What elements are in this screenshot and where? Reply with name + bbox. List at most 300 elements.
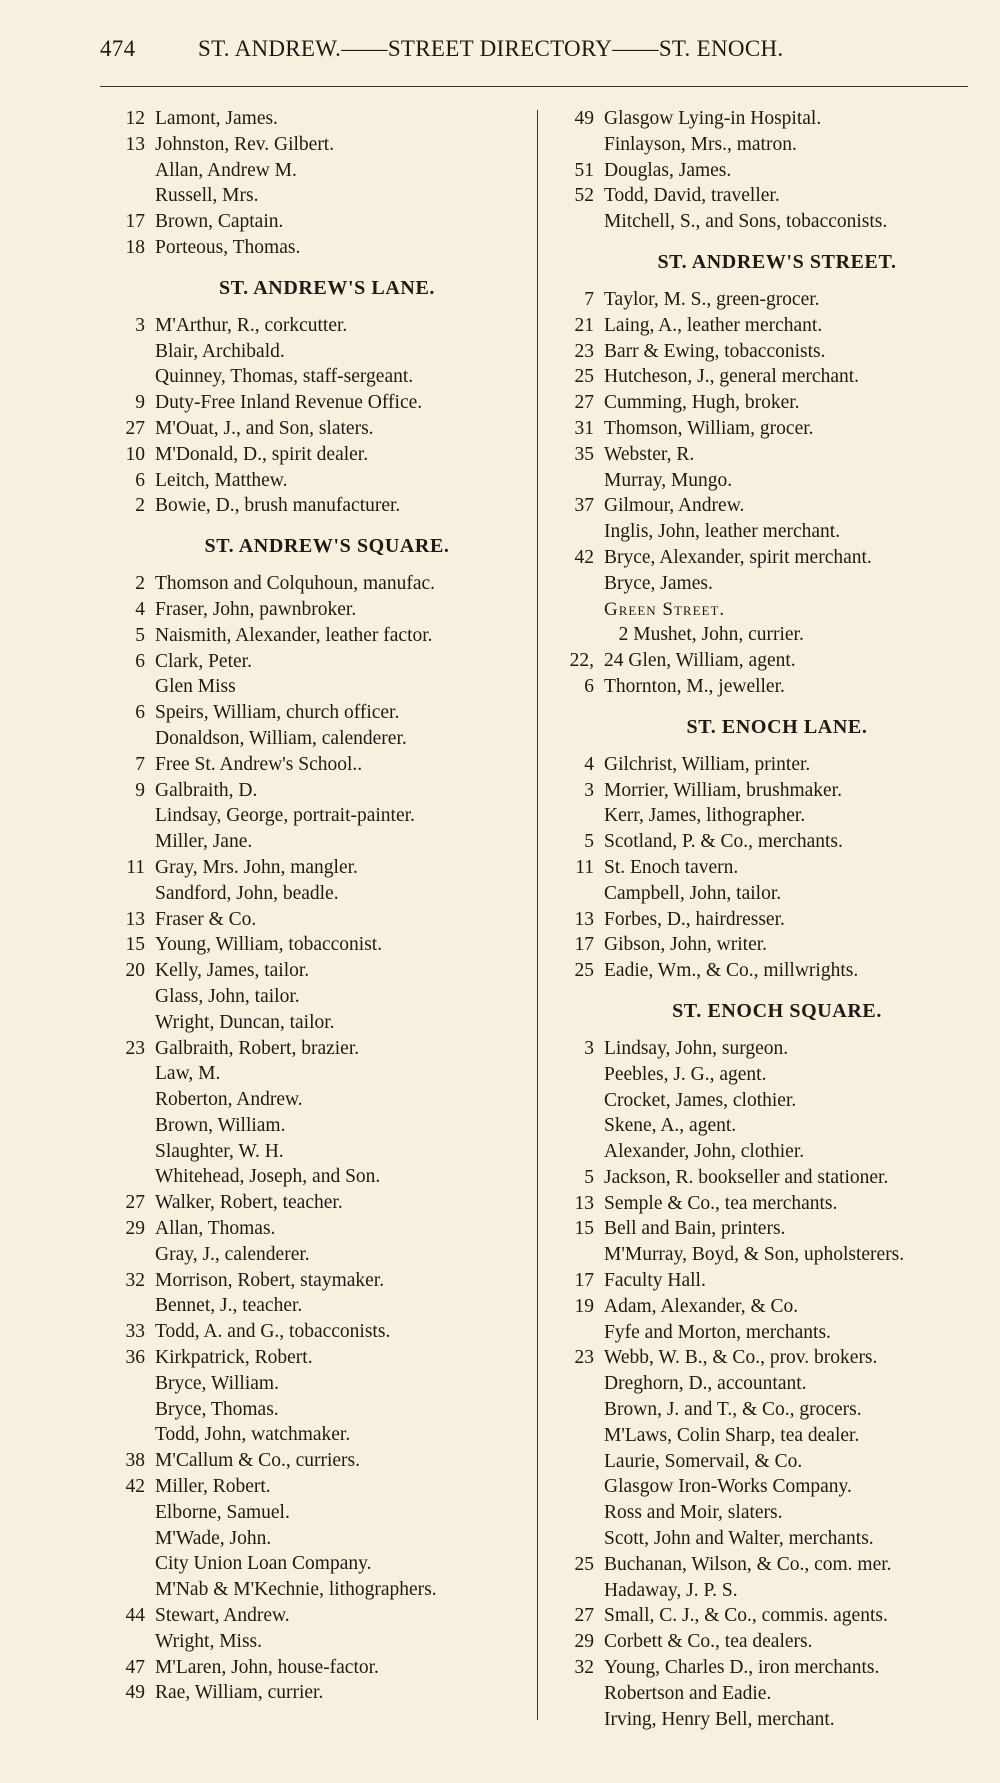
- section-heading: ST. ANDREW'S SQUARE.: [204, 535, 450, 558]
- entry-text: Faculty Hall.: [604, 1270, 706, 1292]
- entry-text: Allan, Thomas.: [155, 1218, 276, 1240]
- entry-text: Bennet, J., teacher.: [155, 1295, 303, 1317]
- directory-entry: [108, 623, 526, 649]
- directory-entry: [557, 1552, 977, 1578]
- house-number: [108, 1010, 155, 1036]
- entry-text: Gray, Mrs. John, mangler.: [155, 856, 358, 878]
- house-number: [108, 984, 155, 1010]
- entry-text: Kerr, James, lithographer.: [604, 805, 806, 827]
- house-number: 15: [125, 934, 145, 956]
- house-number: 37: [574, 495, 594, 517]
- directory-entry: [108, 158, 526, 184]
- entry-text: Gibson, John, writer.: [604, 934, 768, 956]
- directory-entry: [557, 1088, 977, 1114]
- header-rule: [100, 86, 968, 87]
- entry-text: M'Callum & Co., curriers.: [155, 1450, 360, 1472]
- entry-text: Brown, J. and T., & Co., grocers.: [604, 1399, 862, 1421]
- house-number: [557, 1423, 604, 1449]
- directory-entry: [108, 1577, 526, 1603]
- entry-text: Webb, W. B., & Co., prov. brokers.: [604, 1347, 878, 1369]
- entry-text: Free St. Andrew's School..: [155, 753, 363, 775]
- house-number: [108, 1526, 155, 1552]
- entry-text: Bryce, Alexander, spirit merchant.: [604, 546, 872, 568]
- directory-entry: [108, 132, 526, 158]
- directory-entry: [108, 1397, 526, 1423]
- house-number: 52: [574, 185, 594, 207]
- entry-text: Rae, William, currier.: [155, 1682, 324, 1704]
- entry-text: Todd, John, watchmaker.: [155, 1424, 351, 1446]
- entry-text: Gilmour, Andrew.: [604, 495, 745, 517]
- house-number: 5: [584, 831, 594, 853]
- section-heading: ST. ANDREW'S STREET.: [657, 250, 897, 273]
- entry-text: Thornton, M., jeweller.: [604, 675, 785, 697]
- entry-text: Scotland, P. & Co., merchants.: [604, 831, 843, 853]
- entry-text: Naismith, Alexander, leather factor.: [155, 624, 433, 646]
- house-number: 23: [574, 340, 594, 362]
- directory-entry: [557, 468, 977, 494]
- house-number: [108, 881, 155, 907]
- entry-text: Galbraith, D.: [155, 779, 258, 801]
- entry-text: Young, Charles D., iron merchants.: [604, 1657, 880, 1679]
- house-number: [108, 1371, 155, 1397]
- entry-text: Elborne, Samuel.: [155, 1501, 290, 1523]
- directory-entry: [557, 1526, 977, 1552]
- directory-entry: [108, 442, 526, 468]
- entry-text: Glasgow Iron-Works Company.: [604, 1476, 852, 1498]
- directory-entry: [557, 1216, 977, 1242]
- house-number: 12: [125, 108, 145, 129]
- directory-entry: [557, 1345, 977, 1371]
- directory-entry: [108, 674, 526, 700]
- entry-text: Miller, Jane.: [155, 831, 253, 853]
- directory-entry: [557, 1191, 977, 1217]
- entry-text: Crocket, James, clothier.: [604, 1089, 797, 1111]
- house-number: 27: [125, 1192, 145, 1214]
- entry-text: Dreghorn, D., accountant.: [604, 1373, 807, 1395]
- entry-text: Bryce, James.: [604, 572, 713, 594]
- house-number: [557, 1242, 604, 1268]
- entry-text: Galbraith, Robert, brazier.: [155, 1037, 360, 1059]
- entry-text: Corbett & Co., tea dealers.: [604, 1631, 813, 1653]
- directory-entry: [557, 1397, 977, 1423]
- directory-entry: [108, 339, 526, 365]
- entry-text: Morrison, Robert, staymaker.: [155, 1269, 385, 1291]
- entry-text: M'Donald, D., spirit dealer.: [155, 443, 369, 465]
- house-number: [108, 1551, 155, 1577]
- directory-entry: [108, 1319, 526, 1345]
- entry-text: Clark, Peter.: [155, 650, 252, 672]
- street-subheading: [557, 597, 977, 623]
- directory-entry: [108, 1061, 526, 1087]
- entry-text: Bryce, Thomas.: [155, 1398, 279, 1420]
- entry-text: Leitch, Matthew.: [155, 469, 288, 491]
- house-number: 32: [125, 1269, 145, 1291]
- directory-entry: [557, 519, 977, 545]
- section-heading: ST. ANDREW'S LANE.: [218, 276, 436, 299]
- entry-text: Wright, Miss.: [155, 1630, 263, 1652]
- directory-entry: [557, 132, 977, 158]
- directory-entry: [557, 932, 977, 958]
- directory-entry: [557, 1320, 977, 1346]
- house-number: [108, 726, 155, 752]
- entry-text: Blair, Archibald.: [155, 340, 285, 362]
- entry-text: St. Enoch tavern.: [604, 856, 739, 878]
- entry-text: Gray, J., calenderer.: [155, 1243, 310, 1265]
- house-number: [557, 1526, 604, 1552]
- house-number: 17: [574, 934, 594, 956]
- directory-entry: [557, 339, 977, 365]
- entry-text: M'Laren, John, house-factor.: [155, 1656, 379, 1678]
- house-number: [108, 1087, 155, 1113]
- directory-entry: [108, 468, 526, 494]
- entry-text: M'Wade, John.: [155, 1527, 272, 1549]
- directory-entry: [557, 106, 977, 132]
- directory-entry: [108, 881, 526, 907]
- section-heading: ST. ENOCH LANE.: [686, 715, 868, 738]
- directory-entry: [557, 778, 977, 804]
- entry-text: M'Ouat, J., and Son, slaters.: [155, 417, 374, 439]
- directory-entry: [108, 1526, 526, 1552]
- house-number: [108, 1139, 155, 1165]
- directory-entry: [557, 390, 977, 416]
- directory-entry: [108, 1010, 526, 1036]
- house-number: 2: [135, 495, 145, 517]
- entry-text: Small, C. J., & Co., commis. agents.: [604, 1605, 888, 1627]
- house-number: [557, 1500, 604, 1526]
- directory-entry: [108, 364, 526, 390]
- directory-entry: [108, 778, 526, 804]
- house-number: 49: [574, 108, 594, 129]
- directory-entry: [557, 545, 977, 571]
- entry-text: Thomson and Colquhoun, manufac.: [155, 573, 435, 595]
- house-number: 49: [125, 1682, 145, 1704]
- directory-entry: [108, 1268, 526, 1294]
- directory-entry: [557, 1449, 977, 1475]
- house-number: 47: [125, 1656, 145, 1678]
- entry-text: Brown, William.: [155, 1114, 286, 1136]
- entry-text: Ross and Moir, slaters.: [604, 1502, 783, 1524]
- entry-text: Fraser, John, pawnbroker.: [155, 598, 357, 620]
- house-number: [557, 519, 604, 545]
- house-number: [108, 1422, 155, 1448]
- house-number: 4: [135, 598, 145, 620]
- house-number: [557, 132, 604, 158]
- directory-entry: [557, 1655, 977, 1681]
- directory-entry: [108, 1113, 526, 1139]
- house-number: 15: [574, 1218, 594, 1240]
- house-number: [108, 1397, 155, 1423]
- directory-entry: [108, 183, 526, 209]
- entry-text: Donaldson, William, calenderer.: [155, 727, 407, 749]
- directory-entry: [108, 1680, 526, 1706]
- house-number: 35: [574, 443, 594, 465]
- house-number: [557, 1707, 604, 1733]
- entry-text: Douglas, James.: [604, 159, 732, 181]
- house-number: [557, 803, 604, 829]
- page-number: 474: [100, 36, 136, 61]
- house-number: [108, 674, 155, 700]
- directory-entry: [108, 984, 526, 1010]
- house-number: 4: [584, 753, 594, 775]
- directory-entry: [108, 1448, 526, 1474]
- directory-entry: [108, 1036, 526, 1062]
- directory-entry: [557, 493, 977, 519]
- section-heading: ST. ENOCH SQUARE.: [672, 999, 882, 1022]
- directory-entry: [557, 158, 977, 184]
- house-number: [557, 468, 604, 494]
- house-number: 25: [574, 1553, 594, 1575]
- directory-entry: [108, 1474, 526, 1500]
- entry-text: Semple & Co., tea merchants.: [604, 1192, 838, 1214]
- entry-text: Finlayson, Mrs., matron.: [604, 133, 797, 155]
- house-number: 11: [126, 856, 145, 878]
- directory-entry: [557, 364, 977, 390]
- house-number: 32: [574, 1657, 594, 1679]
- entry-text: Miller, Robert.: [155, 1476, 271, 1498]
- directory-entry: [108, 932, 526, 958]
- house-number: [557, 1681, 604, 1707]
- entry-text: Law, M.: [155, 1063, 221, 1085]
- house-number: [557, 1113, 604, 1139]
- directory-entry: [557, 829, 977, 855]
- house-number: [557, 571, 604, 597]
- house-number: [557, 1371, 604, 1397]
- house-number: 7: [135, 753, 145, 775]
- directory-entry: [108, 209, 526, 235]
- entry-text: Green Street.: [604, 598, 726, 620]
- house-number: 31: [574, 417, 594, 439]
- entry-text: Taylor, M. S., green-grocer.: [604, 288, 820, 310]
- house-number: [557, 1449, 604, 1475]
- house-number: 10: [125, 443, 145, 465]
- entry-text: Todd, David, traveller.: [604, 185, 780, 207]
- entry-text: M'Arthur, R., corkcutter.: [155, 314, 348, 336]
- directory-entry: [108, 1422, 526, 1448]
- house-number: 6: [135, 650, 145, 672]
- directory-entry: [108, 829, 526, 855]
- directory-entry: [108, 1345, 526, 1371]
- house-number: 13: [574, 908, 594, 930]
- directory-entry: [557, 1062, 977, 1088]
- entry-text: Campbell, John, tailor.: [604, 882, 782, 904]
- directory-entry: [557, 183, 977, 209]
- page-header: [100, 36, 980, 62]
- entry-text: Todd, A. and G., tobacconists.: [155, 1321, 391, 1343]
- directory-entry: [108, 1371, 526, 1397]
- house-number: 3: [135, 314, 145, 336]
- entry-text: Wright, Duncan, tailor.: [155, 1011, 335, 1033]
- house-number: 36: [125, 1347, 145, 1369]
- house-number: [557, 881, 604, 907]
- directory-entry: [108, 493, 526, 519]
- house-number: 51: [574, 159, 594, 181]
- house-number: 18: [125, 236, 145, 258]
- directory-entry: [557, 1294, 977, 1320]
- entry-text: Walker, Robert, teacher.: [155, 1192, 343, 1214]
- house-number: [108, 1164, 155, 1190]
- entry-text: Glasgow Lying-in Hospital.: [604, 108, 822, 129]
- house-number: 9: [135, 779, 145, 801]
- house-number: 3: [584, 779, 594, 801]
- entry-text: City Union Loan Company.: [155, 1553, 372, 1575]
- house-number: [108, 158, 155, 184]
- house-number: 23: [574, 1347, 594, 1369]
- directory-entry: [557, 209, 977, 235]
- house-number: 20: [125, 960, 145, 982]
- directory-entry: [557, 1371, 977, 1397]
- house-number: 19: [574, 1295, 594, 1317]
- directory-entry: [557, 1139, 977, 1165]
- entry-text: Gilchrist, William, printer.: [604, 753, 811, 775]
- house-number: 27: [574, 392, 594, 414]
- directory-entry: [108, 1242, 526, 1268]
- house-number: 3: [584, 1037, 594, 1059]
- house-number: 11: [575, 856, 594, 878]
- house-number: 29: [125, 1218, 145, 1240]
- directory-entry: [557, 958, 977, 984]
- entry-text: Kelly, James, tailor.: [155, 960, 310, 982]
- house-number: 13: [125, 908, 145, 930]
- house-number: 17: [125, 211, 145, 233]
- entry-text: Bowie, D., brush manufacturer.: [155, 495, 401, 517]
- directory-entry: [557, 752, 977, 778]
- house-number: [108, 339, 155, 365]
- directory-entry: [557, 287, 977, 313]
- directory-entry: [108, 597, 526, 623]
- house-number: 42: [574, 546, 594, 568]
- entry-text: Glass, John, tailor.: [155, 985, 300, 1007]
- entry-text: Brown, Captain.: [155, 211, 284, 233]
- house-number: 44: [125, 1605, 145, 1627]
- house-number: 23: [125, 1037, 145, 1059]
- entry-text: Stewart, Andrew.: [155, 1605, 290, 1627]
- house-number: 25: [574, 366, 594, 388]
- entry-text: Laing, A., leather merchant.: [604, 314, 823, 336]
- house-number: 27: [574, 1605, 594, 1627]
- entry-text: Bell and Bain, printers.: [604, 1218, 786, 1240]
- entry-text: Young, William, tobacconist.: [155, 934, 383, 956]
- entry-text: Alexander, John, clothier.: [604, 1141, 805, 1163]
- entry-text: Russell, Mrs.: [155, 185, 259, 207]
- entry-text: Morrier, William, brushmaker.: [604, 779, 842, 801]
- entry-text: Roberton, Andrew.: [155, 1089, 303, 1111]
- entry-text: Adam, Alexander, & Co.: [604, 1295, 799, 1317]
- house-number: [108, 1242, 155, 1268]
- entry-text: Whitehead, Joseph, and Son.: [155, 1166, 381, 1188]
- right-column: [557, 106, 977, 1732]
- directory-entry: [108, 700, 526, 726]
- house-number: [557, 1062, 604, 1088]
- house-number: [557, 622, 604, 648]
- house-number: 13: [574, 1192, 594, 1214]
- entry-text: Hutcheson, J., general merchant.: [604, 366, 860, 388]
- directory-entry: [557, 1578, 977, 1604]
- entry-text: Speirs, William, church officer.: [155, 702, 400, 724]
- directory-entry: [108, 855, 526, 881]
- house-number: 38: [125, 1450, 145, 1472]
- house-number: 5: [135, 624, 145, 646]
- directory-entry: [108, 1164, 526, 1190]
- directory-entry: [557, 1113, 977, 1139]
- directory-entry: [108, 390, 526, 416]
- directory-entry: [108, 1190, 526, 1216]
- directory-entry: [108, 1629, 526, 1655]
- house-number: [557, 1474, 604, 1500]
- entry-text: Allan, Andrew M.: [155, 159, 297, 181]
- directory-entry: [557, 855, 977, 881]
- entry-text: M'Murray, Boyd, & Son, upholsterers.: [604, 1244, 905, 1266]
- directory-entry: [108, 106, 526, 132]
- house-number: [557, 1397, 604, 1423]
- entry-text: Lindsay, John, surgeon.: [604, 1037, 789, 1059]
- entry-text: Kirkpatrick, Robert.: [155, 1347, 313, 1369]
- directory-entry: [108, 907, 526, 933]
- entry-text: Lamont, James.: [155, 108, 278, 129]
- entry-text: Eadie, Wm., & Co., millwrights.: [604, 960, 859, 982]
- directory-entry: [108, 1655, 526, 1681]
- house-number: 5: [584, 1166, 594, 1188]
- directory-entry: [108, 958, 526, 984]
- house-number: 7: [584, 288, 594, 310]
- entry-text: Bryce, William.: [155, 1372, 279, 1394]
- directory-entry: [557, 571, 977, 597]
- house-number: [108, 829, 155, 855]
- house-number: [557, 1578, 604, 1604]
- entry-text: Scott, John and Walter, merchants.: [604, 1528, 874, 1550]
- house-number: [108, 364, 155, 390]
- running-title: ST. ANDREW.——STREET DIRECTORY——ST. ENOCH.: [198, 36, 784, 61]
- entry-text: Murray, Mungo.: [604, 469, 733, 491]
- directory-entry: [108, 416, 526, 442]
- entry-text: Irving, Henry Bell, merchant.: [604, 1708, 835, 1730]
- directory-entry: [108, 726, 526, 752]
- directory-entry: [557, 313, 977, 339]
- entry-text: Slaughter, W. H.: [155, 1140, 284, 1162]
- house-number: [108, 1629, 155, 1655]
- directory-entry: [557, 1242, 977, 1268]
- directory-entry: [108, 1216, 526, 1242]
- entry-text: Thomson, William, grocer.: [604, 417, 814, 439]
- directory-entry: [557, 1629, 977, 1655]
- house-number: 27: [125, 417, 145, 439]
- entry-text: Webster, R.: [604, 443, 695, 465]
- house-number: 21: [574, 314, 594, 336]
- directory-entry: [108, 752, 526, 778]
- left-column: [108, 106, 526, 1706]
- directory-entry: [557, 803, 977, 829]
- entry-text: 2 Mushet, John, currier.: [604, 624, 804, 646]
- directory-entry: [557, 442, 977, 468]
- house-number: 13: [125, 133, 145, 155]
- house-number: 6: [584, 675, 594, 697]
- entry-text: Hadaway, J. P. S.: [604, 1579, 738, 1601]
- directory-entry: [557, 1036, 977, 1062]
- entry-text: Laurie, Somervail, & Co.: [604, 1450, 803, 1472]
- house-number: [557, 209, 604, 235]
- entry-text: Robertson and Eadie.: [604, 1682, 772, 1704]
- directory-entry: [108, 1293, 526, 1319]
- entry-text: Duty-Free Inland Revenue Office.: [155, 392, 423, 414]
- directory-entry: [108, 803, 526, 829]
- house-number: 29: [574, 1631, 594, 1653]
- directory-entry: [108, 649, 526, 675]
- entry-text: Skene, A., agent.: [604, 1115, 737, 1137]
- directory-entry: [108, 1500, 526, 1526]
- entry-text: Glen Miss: [155, 676, 236, 698]
- house-number: 9: [135, 392, 145, 414]
- directory-entry: [108, 1551, 526, 1577]
- entry-text: Inglis, John, leather merchant.: [604, 521, 841, 543]
